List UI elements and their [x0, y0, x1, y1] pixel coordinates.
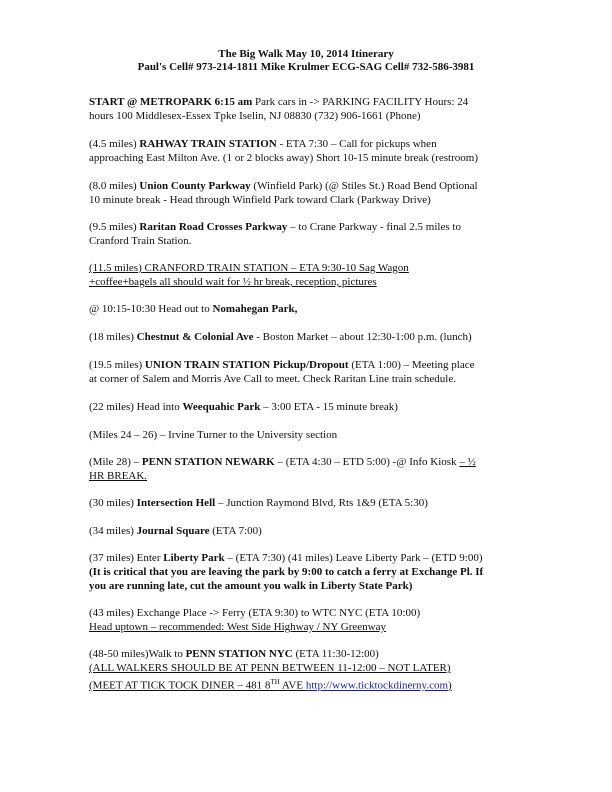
contact-line: Paul's Cell# 973-214-1811 Mike Krulmer ECG-SAG Cell# 732-586-3981 [137, 61, 475, 73]
text-segment: (22 miles) Head into [89, 401, 183, 413]
stop-name: PENN STATION NYC [185, 648, 293, 660]
text-segment: ) [448, 679, 452, 692]
text-segment: (34 miles) [89, 525, 137, 537]
text-segment: (4.5 miles) [89, 138, 140, 150]
liberty-warning: (It is critical that you are leaving the park by 9:00 to catch a ferry at Exchange Pl. If [89, 566, 484, 578]
text-segment: – (ETA 4:30 – ETD 5:00) -@ Info Kiosk [274, 456, 460, 468]
start-label: START @ METROPARK 6:15 am [89, 96, 253, 108]
stop-union-county-parkway [89, 179, 529, 207]
text-segment: AVE [279, 679, 306, 692]
diner-website-link[interactable]: http://www.ticktockdinerny.com [305, 679, 449, 692]
text-segment: Park cars in -> PARKING FACILITY Hours: 24 [252, 96, 469, 108]
text-segment: TH [270, 678, 280, 686]
text-segment: (18 miles) [89, 331, 137, 343]
stop-liberty-park: (37 miles) Enter Liberty Park – (ETA 7:30) (41 miles) Leave Liberty Park – (ETD 9:00) (It is critical that you are leaving the park by 9:00 to catch a ferry at Exchange Pl. If you are running late, cut the amount you walk in Liberty State Park) [89, 552, 484, 592]
walkers-notice: (ALL WALKERS SHOULD BE AT PENN BETWEEN 11-12:00 – NOT LATER) [89, 662, 451, 674]
stop-nomahegan [89, 302, 529, 316]
text-segment: (ETA 1:00) – Meeting place [348, 359, 475, 371]
text-segment: – to Crane Parkway - final 2.5 miles to [287, 221, 461, 233]
stop-irvine-turner [89, 428, 529, 442]
text-segment: approaching East Milton Ave. (1 or 2 blocks away) Short 10-15 minute break (restroom) [89, 152, 478, 164]
stop-name: UNION TRAIN STATION Pickup/Dropout [144, 359, 349, 371]
text-segment: (19.5 miles) [89, 359, 145, 371]
stop-journal-square [89, 524, 529, 538]
text-segment: Cranford Train Station. [89, 235, 192, 247]
text-segment: (8.0 miles) [89, 180, 140, 192]
text-segment: +coffee+bagels all should wait for ½ hr break, reception, pictures [89, 276, 377, 288]
stop-exchange-place [89, 606, 529, 634]
text-segment: (43 miles) Exchange Place -> Ferry (ETA 9:30) to WTC NYC (ETA 10:00) [89, 607, 421, 619]
stop-name: Intersection Hell [136, 497, 216, 509]
stop-raritan-road [89, 220, 529, 248]
text-segment: (Miles 24 – 26) – Irvine Turner to the University section [89, 429, 338, 441]
stop-weequahic [89, 400, 529, 414]
stop-name: Chestnut & Colonial Ave [136, 331, 254, 343]
text-segment: @ 10:15-10:30 Head out to [89, 303, 213, 315]
text-segment: (ETA 7:00) [209, 525, 262, 537]
stop-chestnut-colonial [89, 330, 529, 344]
stop-cranford [89, 261, 529, 289]
text-segment: 10 minute break - Head through Winfield Park toward Clark (Parkway Drive) [89, 194, 431, 206]
text-segment: (37 miles) Enter [89, 552, 164, 564]
stop-name: Raritan Road Crosses Parkway [139, 221, 288, 233]
document-title: The Big Walk May 10, 2014 Itinerary [218, 48, 394, 60]
text-segment: at corner of Salem and Morris Ave Call to meet. Check Raritan Line train schedule. [89, 373, 456, 385]
stop-intersection-hell [89, 496, 529, 510]
text-segment: (9.5 miles) [89, 221, 140, 233]
text-segment: (ETA 11:30-12:00) [292, 648, 379, 660]
text-segment: (11.5 miles) CRANFORD TRAIN STATION – ETA 9:30-10 Sag Wagon [89, 262, 409, 274]
start-metropark [89, 95, 529, 123]
text-segment: (Winfield Park) (@ Stiles St.) Road Bend Optional [250, 180, 478, 192]
text-segment: hours 100 Middlesex-Essex Tpke Iselin, NJ 08830 (732) 906-1661 (Phone) [89, 110, 421, 122]
text-segment: – 3:00 ETA - 15 minute break) [260, 401, 398, 413]
text-segment: – (ETA 7:30) (41 miles) Leave Liberty Park – (ETD 9:00) [224, 552, 483, 564]
stop-name: Union County Parkway [139, 180, 251, 192]
text-segment: – Junction Raymond Blvd, Rts 1&9 (ETA 5:30) [215, 497, 428, 509]
text-segment: – ½ [459, 456, 476, 468]
text-segment: - Boston Market – about 12:30-1:00 p.m. (lunch) [253, 331, 472, 343]
text-segment: (Mile 28) – [89, 456, 142, 468]
stop-penn-nyc [89, 647, 529, 693]
stop-name: Nomahegan Park, [212, 303, 298, 315]
stop-name: Journal Square [136, 525, 210, 537]
text-segment: HR BREAK. [89, 470, 148, 482]
stop-name: RAHWAY TRAIN STATION [139, 138, 277, 150]
stop-union-station [89, 358, 529, 386]
stop-name: Weequahic Park [182, 401, 261, 413]
text-segment: (48-50 miles)Walk to [89, 648, 186, 660]
stop-name: PENN STATION NEWARK [141, 456, 275, 468]
text-segment: - ETA 7:30 – Call for pickups when [276, 138, 437, 150]
stop-rahway [89, 137, 529, 165]
text-segment: Head uptown – recommended: West Side Highway / NY Greenway [89, 621, 386, 633]
stop-name: Liberty Park [163, 552, 225, 564]
stop-penn-newark [89, 455, 529, 483]
text-segment: (MEET AT TICK TOCK DINER – 481 8 [89, 679, 271, 692]
text-segment: (30 miles) [89, 497, 137, 509]
